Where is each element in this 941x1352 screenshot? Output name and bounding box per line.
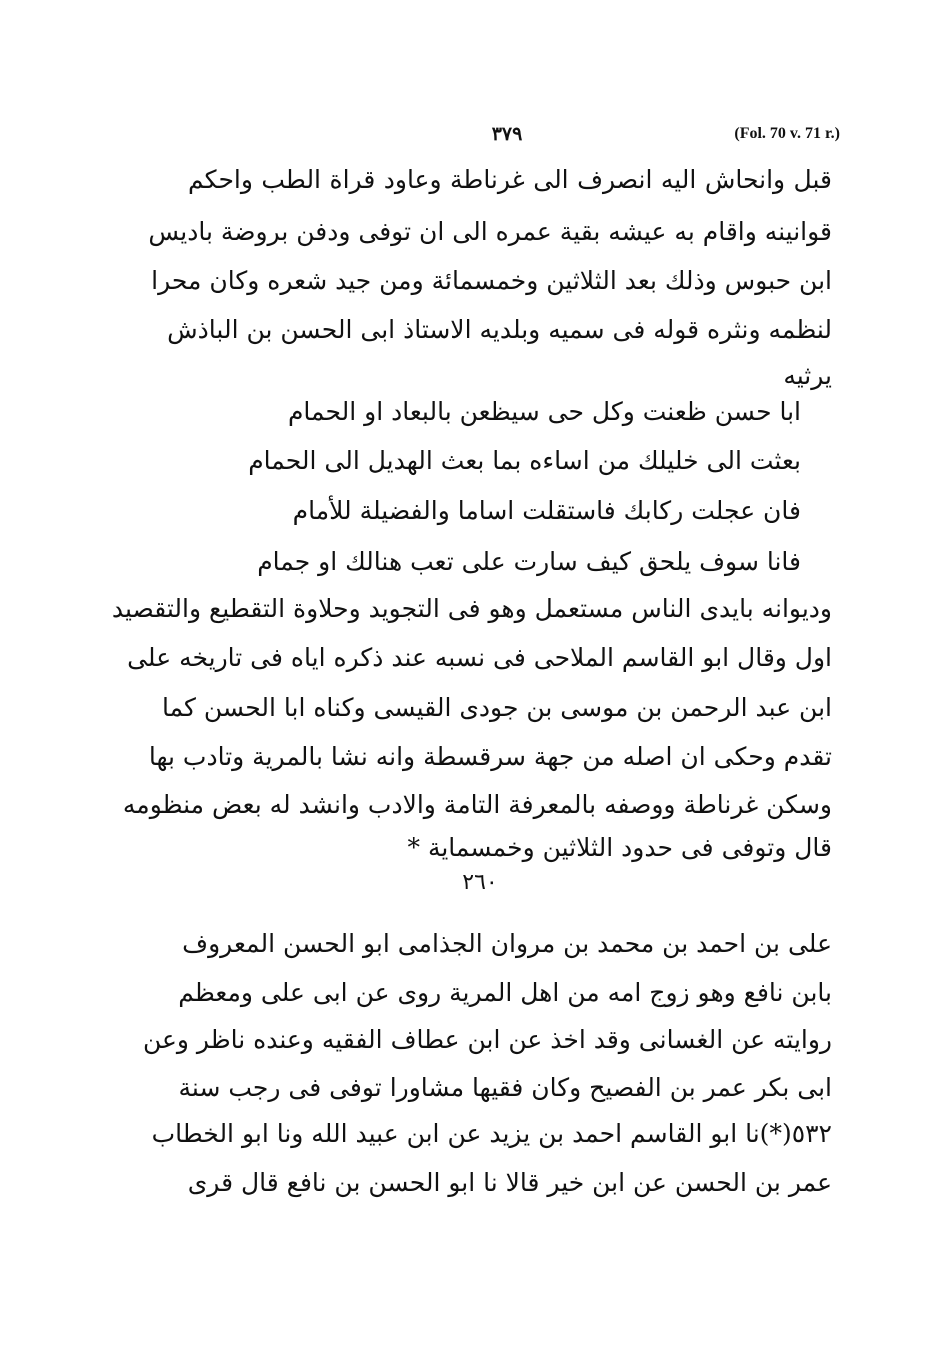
- text-line: عمر بن الحسن عن ابن خير قالا نا ابو الحسن بن نافع قال قرى: [187, 1168, 832, 1197]
- text-line: بابن نافع وهو زوج امه من اهل المرية روى عن ابى على ومعظم: [178, 978, 832, 1007]
- text-line: يرثيه: [783, 361, 832, 390]
- folio-reference: (Fol. 70 v. 71 r.): [734, 125, 840, 142]
- text-line: روايته عن الغسانى وقد اخذ عن ابن عطاف الفقيه وعنده ناظر وعن: [142, 1025, 832, 1054]
- text-line: ابن عبد الرحمن بن موسى بن جودى القيسى وكناه ابا الحسن كما: [161, 693, 832, 722]
- text-line: لنظمه ونثره قوله فى سميه وبلديه الاستاذ ابى الحسن بن الباذش: [167, 315, 832, 344]
- verse-line: بعثت الى خليلك من اساءه بما بعث الهديل الى الحمام: [248, 446, 801, 475]
- text-line: قوانينه واقام به عيشه بقية عمره الى ان توفى ودفن بروضة باديس: [148, 217, 832, 246]
- text-line: على بن احمد بن محمد بن مروان الجذامى ابو الحسن المعروف: [182, 929, 832, 958]
- text-line: ٥٣٢(*)نا ابو القاسم احمد بن يزيد عن ابن عبيد الله ونا ابو الخطاب: [151, 1119, 832, 1148]
- verse-line: فانا سوف يلحق كيف سارت على تعب هنالك او جمام: [257, 547, 801, 576]
- text-line: ابى بكر عمر بن الفصيح وكان فقيها مشاورا توفى فى رجب سنة: [178, 1073, 832, 1102]
- text-line: وسكن غرناطة ووصفه بالمعرفة التامة والادب وانشد له بعض منظومه: [122, 790, 832, 819]
- verse-line: ابا حسن ظعنت وكل حى سيظعن بالبعاد او الحمام: [287, 397, 801, 426]
- text-line: قال وتوفى فى حدود الثلاثين وخمسماية *: [407, 833, 832, 862]
- verse-line: فان عجلت ركابك فاستقلت اساما والفضيلة للأمام: [292, 496, 801, 525]
- text-line: اول وقال ابو القاسم الملاحى فى نسبه عند ذكره اياه فى تاريخه على: [127, 643, 832, 672]
- page-number: ٣٧٩: [491, 123, 523, 145]
- text-line: تقدم وحكى ان اصله من جهة سرقسطة وانه نشا بالمرية وتادب بها: [148, 742, 832, 771]
- entry-number: ٢٦٠: [462, 870, 498, 895]
- text-line: قبل وانحاش اليه انصرف الى غرناطة وعاود قراة الطب واحكم: [188, 165, 832, 194]
- text-line: ابن حبوس وذلك بعد الثلاثين وخمسمائة ومن جيد شعره وكان محرا: [151, 266, 832, 295]
- text-line: وديوانه بايدى الناس مستعمل وهو فى التجويد وحلاوة التقطيع والتقصيد: [111, 594, 832, 623]
